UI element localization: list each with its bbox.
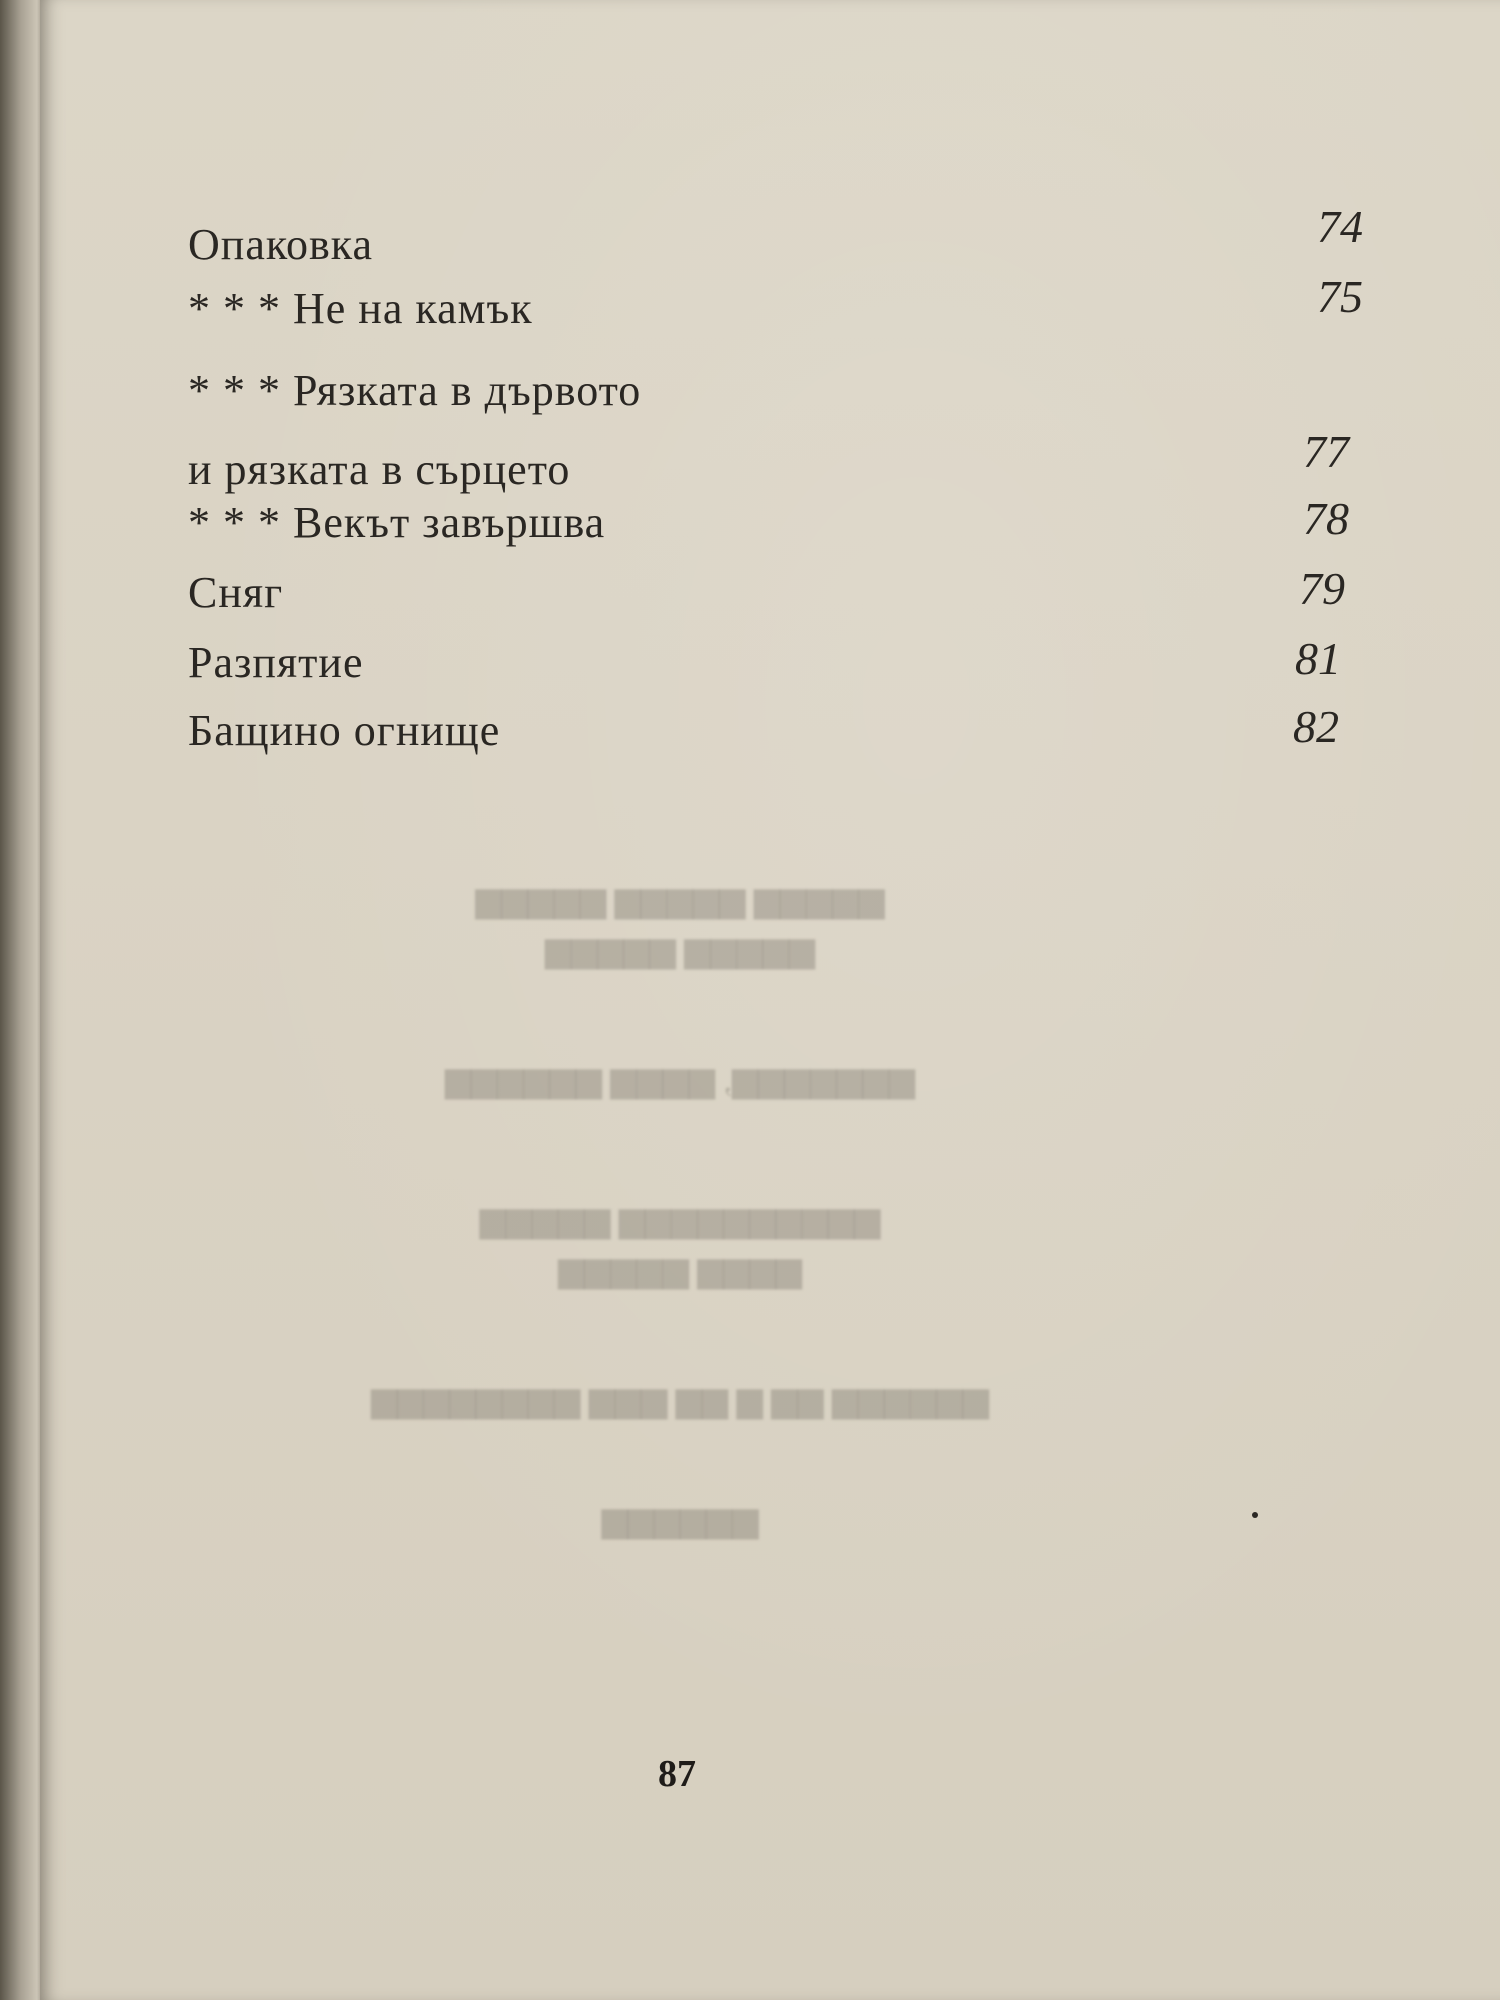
toc-entry [188, 200, 1363, 269]
toc-entry [188, 562, 1363, 626]
toc-entry [188, 270, 1363, 334]
book-page [40, 0, 1500, 2000]
toc-entry [188, 632, 1363, 696]
toc-entry-page: 77 [1303, 426, 1349, 477]
toc-entry-page: 81 [1295, 633, 1341, 684]
table-of-contents [188, 200, 1363, 760]
toc-entry-title: и рязката в сърцето [188, 445, 571, 494]
paper-speck [1252, 1512, 1258, 1518]
show-through-text: ▆▆▆▆▆ ▆▆▆▆▆ ▆▆▆▆▆ ▆▆▆▆▆ ▆▆▆▆▆ ▆▆▆▆▆▆▆, ▆▆▆▆ ▆▆▆▆▆▆ ▆▆▆▆▆▆▆▆▆▆ ▆▆▆▆▆ ▆▆▆▆ ▆▆▆▆▆ ▆▆▆▆▆▆ ▆▆ ▆ ▆▆ ▆▆▆ ▆▆▆▆▆▆▆▆ ▆▆▆▆▆▆ [371, 882, 989, 1539]
toc-entry-page: 74 [1317, 201, 1363, 252]
page-number: 87 [658, 1753, 696, 1795]
toc-entry-page: 78 [1303, 493, 1349, 544]
toc-entry [188, 360, 1363, 424]
toc-entry [188, 700, 1363, 764]
toc-entry-title: * * * Рязката в дървото [188, 366, 642, 415]
toc-entry-title: * * * Векът завършва [188, 498, 606, 547]
toc-entry-title: Бащино огнище [188, 706, 501, 755]
toc-entry-page: 79 [1299, 563, 1345, 614]
toc-entry [188, 425, 1363, 494]
toc-entry-title: * * * Не на камък [188, 284, 533, 333]
toc-entry-title: Сняг [188, 568, 284, 617]
toc-entry-page: 82 [1293, 701, 1339, 752]
toc-entry-title: Опаковка [188, 220, 374, 269]
toc-entry-title: Разпятие [188, 638, 364, 687]
toc-entry [188, 492, 1363, 556]
toc-entry-page: 75 [1317, 271, 1363, 322]
